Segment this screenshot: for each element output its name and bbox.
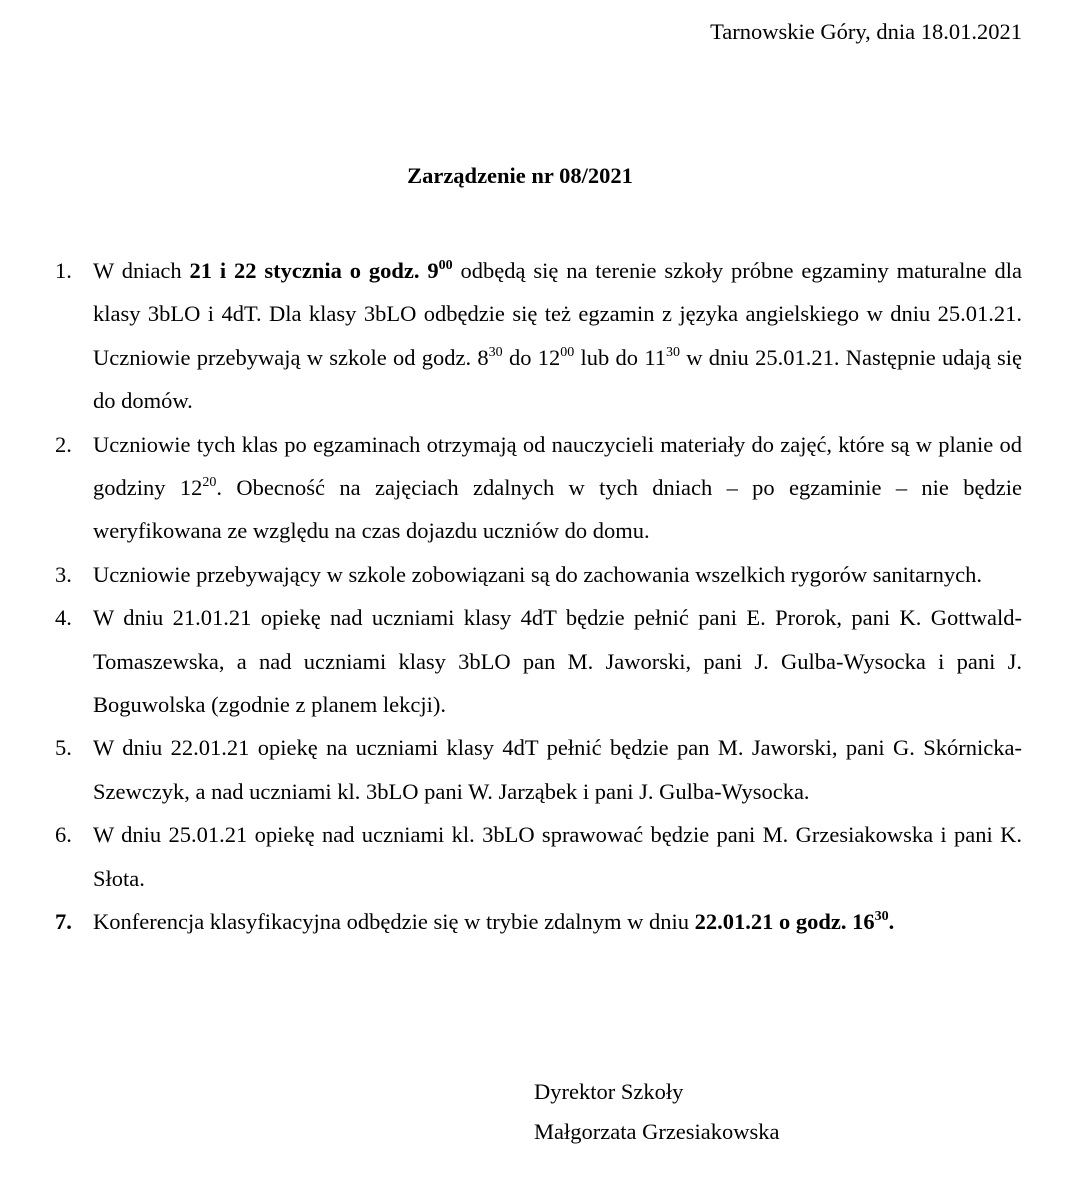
item-text: odbędą się na terenie szkoły próbne egzaminy maturalne dla klasy 3bLO i 4dT. Dla klasy 3bLO odbędzie się też egzamin z języka angielskiego w dniu 25.01.21. Uczniowie przebywają w szkole od godz. 8 [93,258,1022,370]
list-item [55,813,1022,900]
signature-block [534,1072,780,1152]
item-number: 3. [55,561,72,587]
exam-dates [190,258,453,283]
signature-name: Małgorzata Grzesiakowska [534,1119,780,1144]
list-item [55,596,1022,726]
list-item [55,249,1022,423]
item-text: Uczniowie tych klas po egzaminach otrzymają od nauczycieli materiały do zajęć, które są w planie od godziny 12 [93,431,1022,501]
item-text: . Obecność na zajęciach zdalnych w tych dniach – po egzaminie – nie będzie weryfikowana ze względu na czas dojazdu uczniów do domu. [93,475,1022,544]
superscript-minutes: 30 [874,909,889,925]
item-text: w dniu 25.01.21. Następnie udają się do domów. [93,344,1022,414]
superscript-minutes: 20 [202,475,217,491]
item-text: do 12 [502,344,561,370]
list-item [55,553,1022,596]
item-number: 5. [55,735,72,761]
item-number: 2. [55,431,72,457]
conference-date-text: 22.01.21 o godz. 16 [694,909,875,935]
superscript-minutes: 30 [666,344,680,360]
signature-role: Dyrektor Szkoły [534,1079,684,1104]
conference-date [695,909,895,934]
item-number: 1. [55,258,72,283]
item-text: Konferencja klasyfikacyjna odbędzie się w trybie zdalnym w dniu [93,909,695,935]
item-text: W dniach [93,258,190,283]
exam-dates-text: 21 i 22 stycznia o godz. 9 [189,258,439,283]
list-item [55,726,1022,813]
document-date: Tarnowskie Góry, dnia 18.01.2021 [710,19,1022,44]
superscript-minutes: 00 [438,258,453,273]
item-number: 4. [55,605,72,631]
superscript-minutes: 00 [560,344,575,360]
list-item [55,900,1022,943]
item-text: W dniu 25.01.21 opiekę nad uczniami kl. 3bLO sprawować będzie pani M. Grzesiakowska i pani K. Słota. [93,822,1022,891]
document-title: Zarządzenie nr 08/2021 [407,163,633,188]
item-text: W dniu 22.01.21 opiekę na uczniami klasy 4dT pełnić będzie pan M. Jaworski, pani G. Skórnicka-Szewczyk, a nad uczniami kl. 3bLO pani W. Jarząbek i pani J. Gulba-Wysocka. [93,735,1022,804]
superscript-minutes: 30 [488,344,503,360]
item-number: 7. [55,909,72,935]
list-item [55,423,1022,553]
item-text: lub do 11 [574,344,666,370]
conference-date-period: . [888,909,895,935]
item-text: W dniu 21.01.21 opiekę nad uczniami klasy 4dT będzie pełnić pani E. Prorok, pani K. Gottwald-Tomaszewska, a nad uczniami klasy 3bLO pan M. Jaworski, pani J. Gulba-Wysocka i pani J. Boguwolska (zgodnie z planem lekcji). [93,605,1022,718]
item-number: 6. [55,822,72,848]
item-text: Uczniowie przebywający w szkole zobowiązani są do zachowania wszelkich rygorów sanitarnych. [93,561,983,587]
regulation-list [0,249,1022,944]
